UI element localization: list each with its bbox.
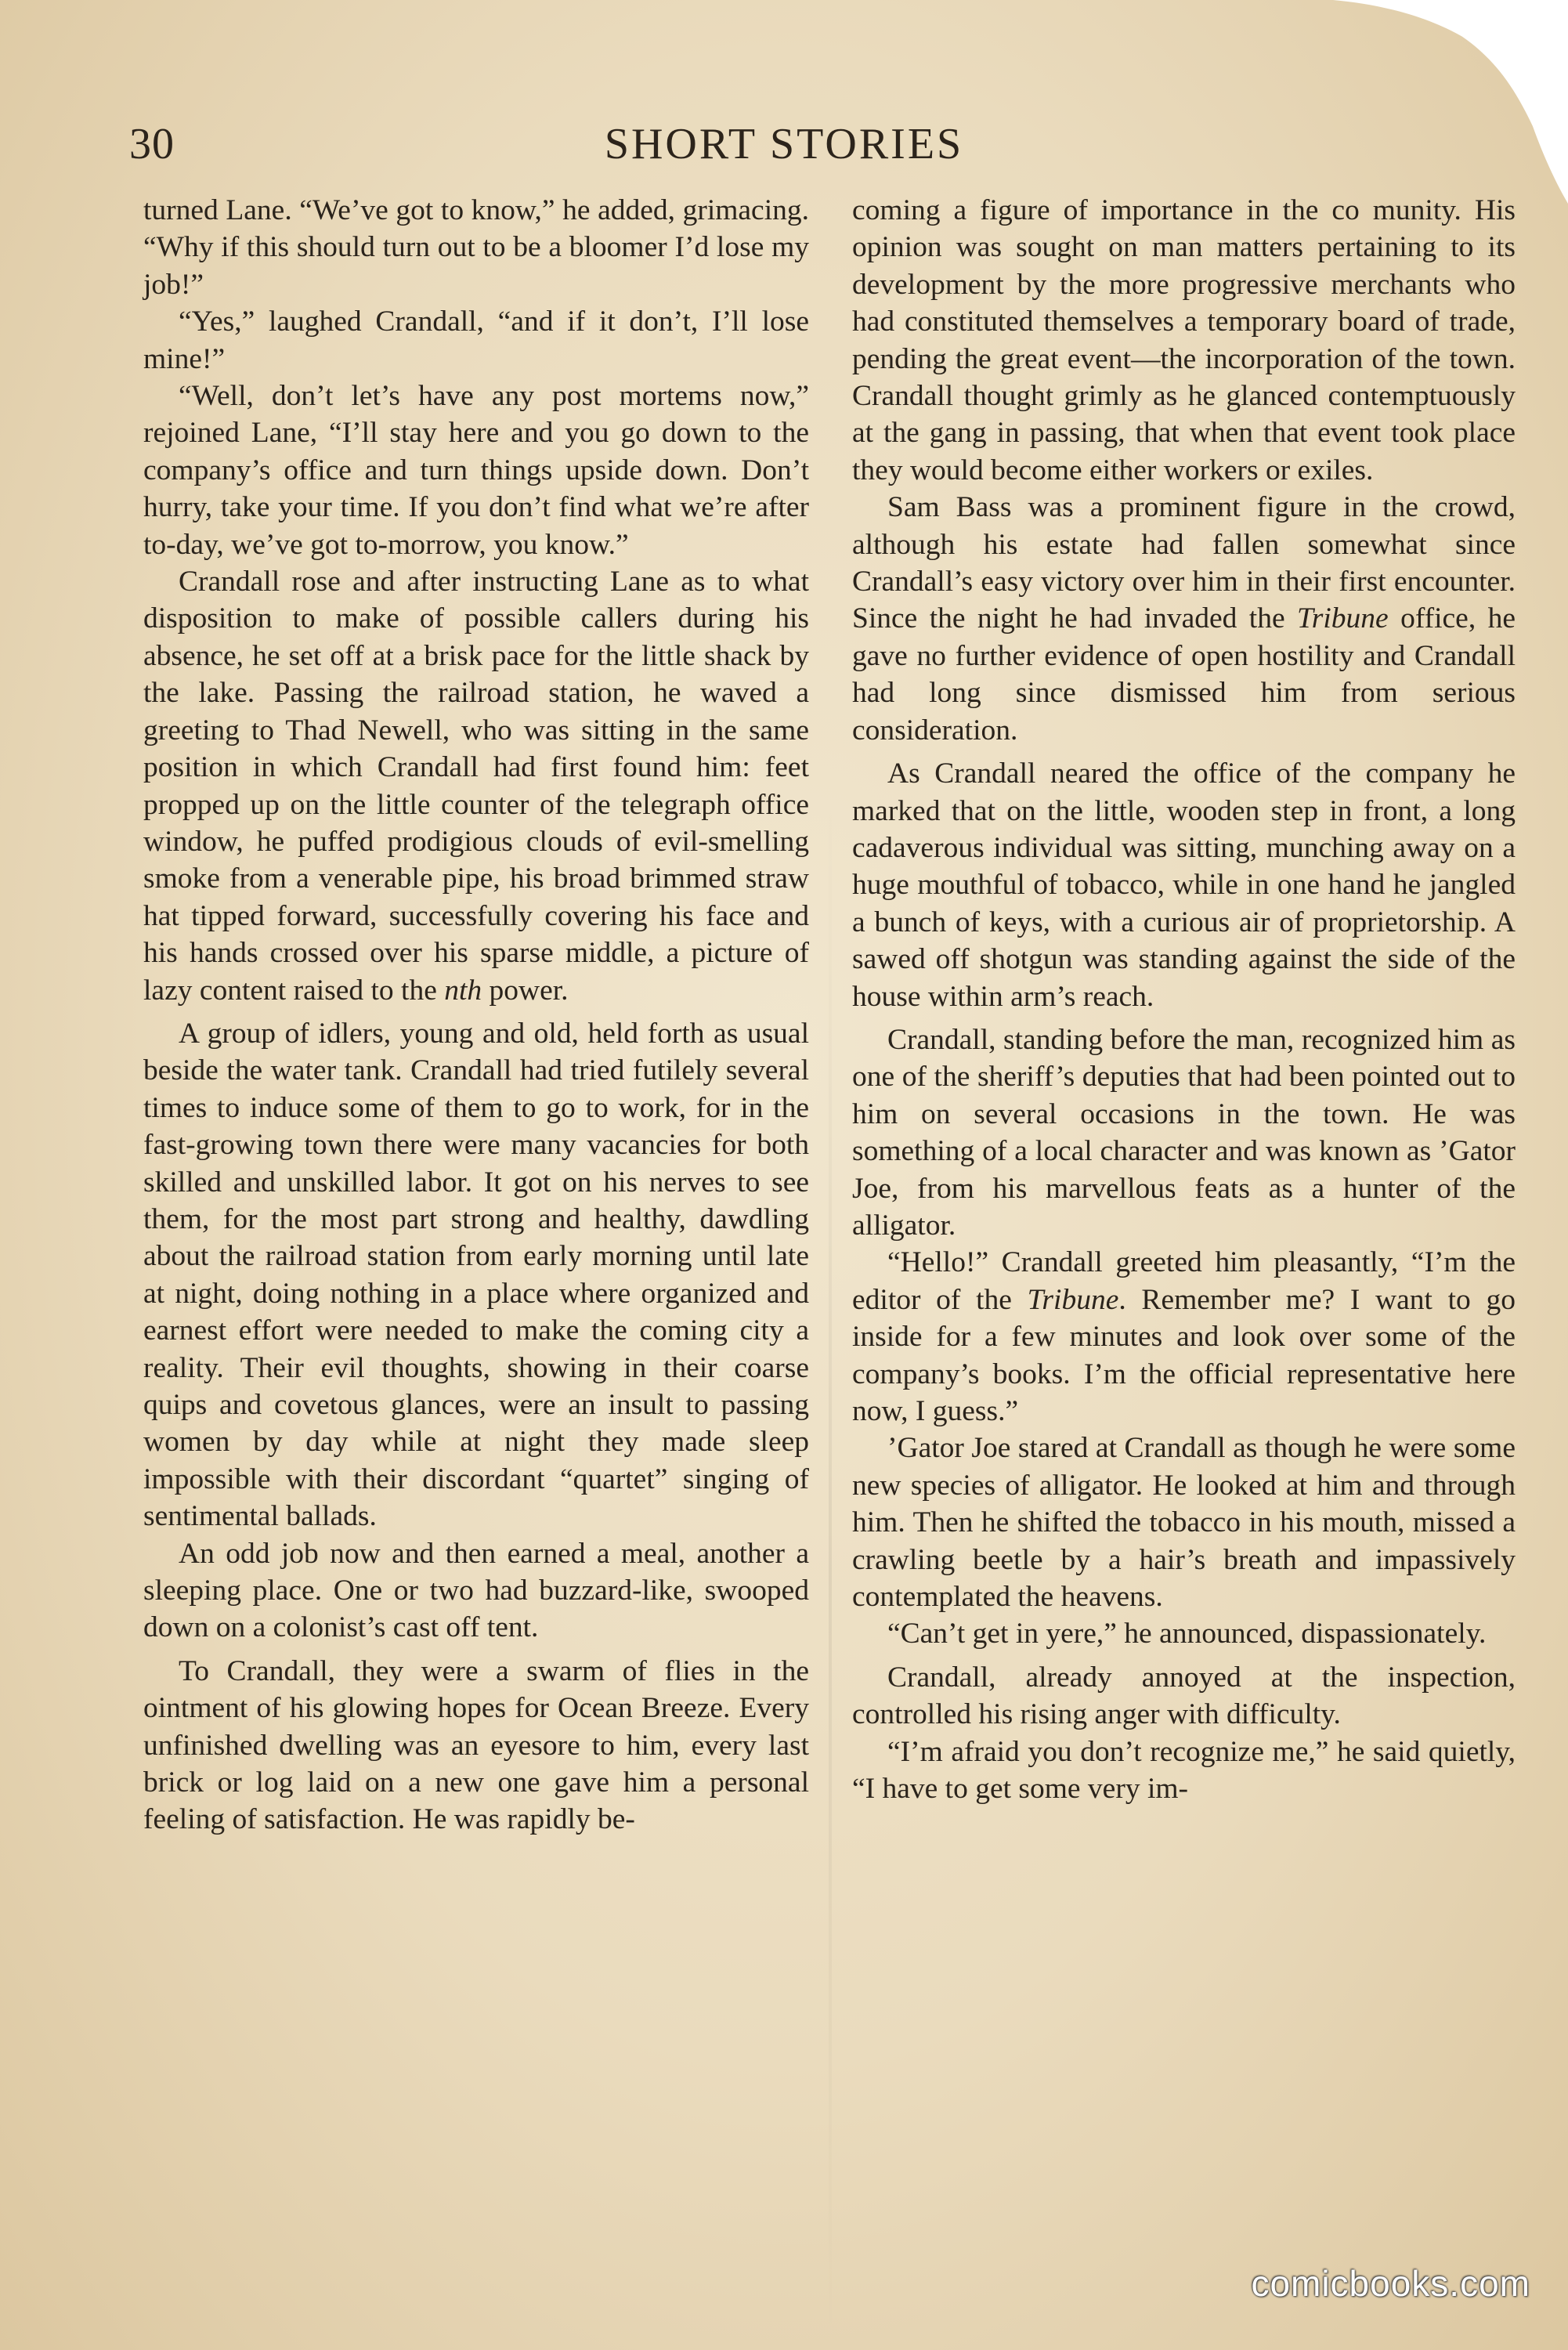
paragraph-text: office, he gave no further evidence of open hostility and Crandall had long since dismissed him from serious consideration. bbox=[852, 602, 1516, 747]
paragraph: coming a figure of importance in the co munity. His opinion was sought on man matters pertaining to its development by the more progressive merchants who had constituted themselves a temporary board of trade, pending the great event—the incorporation of the town. Crandall thought grimly as he glanced contemptuously at the gang in passing, that when that event took place they would become either workers or exiles. bbox=[852, 194, 1516, 486]
italic-text: Tribune bbox=[1027, 1283, 1119, 1316]
paragraph: “I’m afraid you don’t recognize me,” he said quietly, “I have to get some very im- bbox=[852, 1735, 1516, 1806]
paragraph bbox=[143, 563, 809, 1009]
italic-text: Tribune bbox=[1296, 602, 1389, 635]
page-crease bbox=[829, 783, 832, 2350]
paragraph-text: power. bbox=[482, 974, 569, 1007]
paragraph: A group of idlers, young and old, held forth as usual beside the water tank. Crandall had tried futilely several times to induce some of them to go to work, for in the fast-growing town there were many vacancies for both skilled and unskilled labor. It got on his nerves to see them, for the most part strong and healthy, dawdling about the railroad station from early morning until late at night, doing nothing in a place where organized and earnest effort were needed to make the coming city a reality. Their evil thoughts, showing in their coarse quips and covetous glances, were an insult to passing women by day while at night they made sleep impossible with their discordant “quartet” singing of sentimental ballads. bbox=[143, 1017, 809, 1533]
left-column bbox=[143, 192, 809, 1838]
paragraph: “Yes,” laughed Crandall, “and if it don’t, I’ll lose mine!” bbox=[143, 306, 809, 375]
paragraph-text: “Hello!” Crandall greeted him pleasantly, “I’m the editor of the bbox=[852, 1246, 1516, 1316]
paragraph bbox=[852, 1244, 1516, 1430]
running-head bbox=[0, 119, 1568, 182]
magazine-title: SHORT STORIES bbox=[604, 120, 964, 168]
paragraph-text: Crandall rose and after instructing Lane as to what disposition to make of possible callers during his absence, he set off at a brisk pace for the little shack by the lake. Passing the railroad station, he waved a greeting to Thad Newell, who was sitting in the same position in which Crandall had first found him: feet propped up on the little counter of the telegraph office window, he puffed prodigious clouds of evil-smelling smoke from a venerable pipe, his broad brimmed straw hat tipped forward, successfully covering his face and his hands crossed over his sparse middle, a picture of lazy content raised to the bbox=[143, 566, 809, 1007]
paragraph: turned Lane. “We’ve got to know,” he added, grimacing. “Why if this should turn out to be a bloomer I’d lose my job!” bbox=[143, 194, 809, 301]
paragraph: An odd job now and then earned a meal, another a sleeping place. One or two had buzzard-like, swooped down on a colonist’s cast off tent. bbox=[143, 1537, 809, 1644]
page-number: 30 bbox=[129, 120, 175, 168]
paragraph: Crandall, already annoyed at the inspection, controlled his rising anger with difficulty. bbox=[852, 1661, 1516, 1731]
right-column bbox=[852, 192, 1516, 1807]
site-watermark: comicbooks.com bbox=[1251, 2263, 1530, 2304]
paragraph: Crandall, standing before the man, recognized him as one of the sheriff’s deputies that had been pointed out to him on several occasions in the town. He was something of a local character and was known as ’Gator Joe, from his marvellous feats as a hunter of the alligator. bbox=[852, 1023, 1516, 1242]
paragraph: As Crandall neared the office of the company he marked that on the little, wooden step in front, a long cadaverous individual was sitting, munching away on a huge mouthful of tobacco, while in one hand he jangled a bunch of keys, with a curious air of proprietorship. A sawed off shotgun was standing against the side of the house within arm’s reach. bbox=[852, 757, 1516, 1013]
paragraph: “Can’t get in yere,” he announced, dispassionately. bbox=[887, 1618, 1487, 1650]
paragraph: “Well, don’t let’s have any post mortems now,” rejoined Lane, “I’ll stay here and you go down to the company’s office and turn things upside down. Don’t hurry, take your time. If you don’t find what we’re after to-day, we’ve got to-morrow, you know.” bbox=[143, 380, 809, 561]
paragraph-text: . Remember me? I want to go inside for a few minutes and look over some of the company’s books. I’m the official representative here now, I guess.” bbox=[852, 1283, 1516, 1427]
paragraph bbox=[852, 489, 1516, 749]
paragraph: To Crandall, they were a swarm of flies in the ointment of his glowing hopes for Ocean Breeze. Every unfinished dwelling was an eyesore to him, every last brick or log laid on a new one gave him a personal feeling of satisfaction. He was rapidly be- bbox=[143, 1654, 809, 1836]
paragraph-text: Sam Bass was a prominent figure in the crowd, although his estate had fallen somewhat since Crandall’s easy victory over him in their first encounter. Since the night he had invaded the bbox=[852, 491, 1516, 635]
paragraph: ’Gator Joe stared at Crandall as though he were some new species of alligator. He looked at him and through him. Then he shifted the tobacco in his mouth, missed a crawling beetle by a hair’s breath and impassively contemplated the heavens. bbox=[852, 1432, 1516, 1614]
italic-text: nth bbox=[444, 974, 482, 1007]
